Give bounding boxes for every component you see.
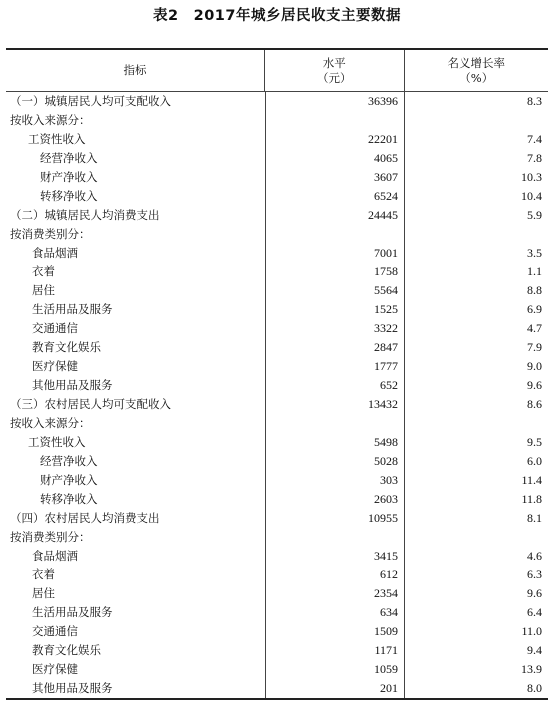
table-row (6, 603, 548, 622)
table-row (6, 300, 548, 319)
row-value: 10955 (265, 509, 404, 528)
row-value: 1777 (265, 357, 404, 376)
table-row (6, 565, 548, 584)
table-row (6, 509, 548, 528)
row-growth: 7.8 (404, 149, 548, 168)
header-growth (404, 50, 548, 91)
table-row (6, 281, 548, 300)
row-growth (404, 528, 548, 547)
table-row (6, 490, 548, 509)
row-label: 其他用品及服务 (32, 681, 113, 696)
row-growth: 6.3 (404, 565, 548, 584)
row-value (265, 111, 404, 130)
row-value: 2354 (265, 584, 404, 603)
row-value: 303 (265, 471, 404, 490)
row-value: 3607 (265, 168, 404, 187)
row-growth: 11.4 (404, 471, 548, 490)
row-value: 5028 (265, 452, 404, 471)
table-row (6, 395, 548, 414)
table-row (6, 357, 548, 376)
row-label: 转移净收入 (40, 491, 98, 506)
table-row (6, 433, 548, 452)
row-label: 生活用品及服务 (32, 302, 113, 317)
row-growth: 1.1 (404, 262, 548, 281)
header-level-unit: （元） (317, 70, 352, 85)
row-label: 工资性收入 (28, 434, 86, 449)
table-row (6, 206, 548, 225)
row-growth: 8.6 (404, 395, 548, 414)
row-growth (404, 225, 548, 244)
row-label: （二）城镇居民人均消费支出 (10, 207, 160, 222)
row-growth: 9.5 (404, 433, 548, 452)
row-label: 交通通信 (32, 624, 78, 639)
row-label: 医疗保健 (32, 359, 78, 374)
table-row (6, 92, 548, 111)
table-row (6, 149, 548, 168)
row-growth: 8.8 (404, 281, 548, 300)
row-label: 财产净收入 (40, 472, 98, 487)
row-value (265, 414, 404, 433)
table-row (6, 452, 548, 471)
row-growth: 6.0 (404, 452, 548, 471)
row-value: 6524 (265, 187, 404, 206)
row-value: 612 (265, 565, 404, 584)
row-value: 5498 (265, 433, 404, 452)
row-growth: 8.1 (404, 509, 548, 528)
row-value: 3322 (265, 319, 404, 338)
row-label: 衣着 (32, 567, 55, 582)
row-value: 201 (265, 679, 404, 698)
table-row (6, 130, 548, 149)
table-row (6, 641, 548, 660)
row-growth: 7.4 (404, 130, 548, 149)
table-row (6, 584, 548, 603)
table-row (6, 225, 548, 244)
row-label: 财产净收入 (40, 169, 98, 184)
row-growth: 4.7 (404, 319, 548, 338)
row-label: 按收入来源分： (10, 415, 91, 430)
table-row (6, 187, 548, 206)
row-growth: 9.6 (404, 584, 548, 603)
row-growth: 10.4 (404, 187, 548, 206)
row-growth: 9.0 (404, 357, 548, 376)
row-label: （一）城镇居民人均可支配收入 (10, 94, 171, 108)
row-growth: 13.9 (404, 660, 548, 679)
table-title: 表2 2017年城乡居民收支主要数据 (153, 8, 401, 24)
table-body (6, 92, 548, 698)
row-value: 1509 (265, 622, 404, 641)
row-growth: 10.3 (404, 168, 548, 187)
row-label: 经营净收入 (40, 150, 98, 165)
table-row (6, 414, 548, 433)
row-value: 4065 (265, 149, 404, 168)
row-label: 居住 (32, 283, 55, 298)
table-row (6, 660, 548, 679)
row-value: 24445 (265, 206, 404, 225)
table-row (6, 338, 548, 357)
row-value: 2847 (265, 338, 404, 357)
header-growth-unit: （%） (459, 70, 494, 85)
row-value: 1171 (265, 641, 404, 660)
row-value: 7001 (265, 244, 404, 263)
row-label: 按消费类别分： (10, 226, 91, 241)
row-value: 634 (265, 603, 404, 622)
header-indicator: 指标 (123, 63, 147, 77)
table-row (6, 547, 548, 566)
row-label: 医疗保健 (32, 662, 78, 677)
row-label: 按消费类别分： (10, 529, 91, 544)
table-row (6, 319, 548, 338)
row-growth: 6.4 (404, 603, 548, 622)
row-label: 交通通信 (32, 321, 78, 336)
row-label: 经营净收入 (40, 453, 98, 468)
row-growth: 5.9 (404, 206, 548, 225)
row-growth: 11.8 (404, 490, 548, 509)
row-label: 教育文化娱乐 (32, 643, 101, 658)
header-level-label: 水平 (322, 55, 346, 70)
row-label: 居住 (32, 586, 55, 601)
table-row (6, 111, 548, 130)
row-value: 3415 (265, 547, 404, 566)
row-value (265, 225, 404, 244)
row-value: 1758 (265, 262, 404, 281)
row-value (265, 528, 404, 547)
row-label: 转移净收入 (40, 188, 98, 203)
row-label: 教育文化娱乐 (32, 340, 101, 355)
row-growth: 7.9 (404, 338, 548, 357)
row-value: 13432 (265, 395, 404, 414)
table-row (6, 528, 548, 547)
row-growth: 4.6 (404, 547, 548, 566)
table-header (6, 50, 548, 92)
row-growth: 3.5 (404, 244, 548, 263)
row-label: 食品烟酒 (32, 245, 78, 260)
table-row (6, 168, 548, 187)
table-row (6, 622, 548, 641)
row-label: 食品烟酒 (32, 548, 78, 563)
row-label: 工资性收入 (28, 131, 86, 146)
row-label: （三）农村居民人均可支配收入 (10, 397, 171, 411)
header-growth-label: 名义增长率 (447, 55, 506, 70)
row-growth: 8.0 (404, 679, 548, 698)
row-label: 生活用品及服务 (32, 605, 113, 620)
row-label: 衣着 (32, 264, 55, 279)
table-row (6, 244, 548, 263)
row-growth (404, 111, 548, 130)
row-growth: 9.4 (404, 641, 548, 660)
table-row (6, 679, 548, 698)
row-growth: 6.9 (404, 300, 548, 319)
row-label: 按收入来源分： (10, 112, 91, 127)
table-row (6, 262, 548, 281)
row-value: 5564 (265, 281, 404, 300)
row-value: 2603 (265, 490, 404, 509)
row-value: 1059 (265, 660, 404, 679)
row-label: （四）农村居民人均消费支出 (10, 510, 160, 525)
header-level (264, 50, 403, 91)
row-growth: 9.6 (404, 376, 548, 395)
table-row (6, 376, 548, 395)
row-value: 36396 (265, 92, 404, 111)
row-growth: 11.0 (404, 622, 548, 641)
table-row (6, 471, 548, 490)
row-growth: 8.3 (404, 92, 548, 111)
data-table (6, 48, 548, 700)
row-label: 其他用品及服务 (32, 378, 113, 393)
row-growth (404, 414, 548, 433)
row-value: 652 (265, 376, 404, 395)
row-value: 22201 (265, 130, 404, 149)
row-value: 1525 (265, 300, 404, 319)
